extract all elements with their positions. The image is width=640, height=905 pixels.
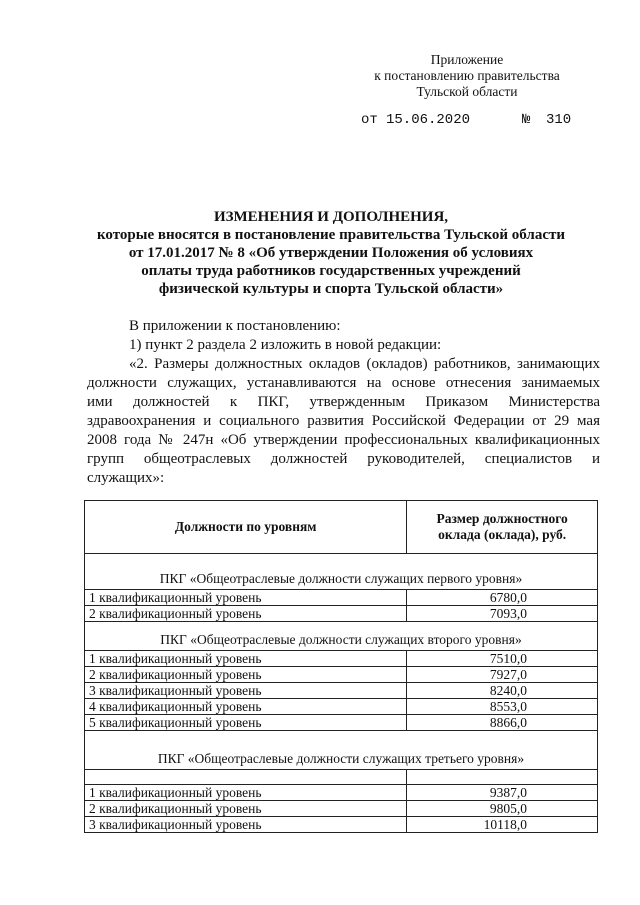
salary-cell: 7510,0	[407, 651, 598, 667]
intro-line: В приложении к постановлению:	[129, 318, 341, 334]
salary-table	[84, 500, 598, 833]
salary-cell: 6780,0	[407, 590, 598, 606]
item-line: 1) пункт 2 раздела 2 изложить в новой редакции:	[129, 337, 442, 353]
title-line: которые вносятся в постановление правительства Тульской области	[96, 227, 566, 243]
level-cell: 3 квалификационный уровень	[85, 683, 407, 699]
group-row	[85, 622, 598, 651]
level-cell: 2 квалификационный уровень	[85, 667, 407, 683]
salary-cell: 10118,0	[407, 817, 598, 833]
level-cell: 2 квалификационный уровень	[85, 801, 407, 817]
level-cell: 1 квалификационный уровень	[85, 651, 407, 667]
table-row	[85, 817, 598, 833]
quote-line: 2008 года № 247н «Об утверждении профессиональных квалификационных	[87, 432, 600, 448]
group-row	[85, 554, 598, 590]
appendix-line: к постановлению правительства	[374, 68, 560, 83]
table-row	[85, 667, 598, 683]
appendix-block	[352, 52, 582, 100]
group-title: ПКГ «Общеотраслевые должности служащих второго уровня»	[85, 622, 598, 651]
spacer-row	[85, 770, 598, 785]
table-row	[85, 683, 598, 699]
salary-cell: 9387,0	[407, 785, 598, 801]
appendix-line: Приложение	[430, 52, 504, 67]
column-header-line: оклада (оклада), руб.	[438, 527, 567, 542]
level-cell: 5 квалификационный уровень	[85, 715, 407, 731]
quote-line: ими должностей к ПКГ, утвержденным Приказом Министерства	[87, 394, 600, 410]
level-cell: 1 квалификационный уровень	[85, 590, 407, 606]
salary-cell: 8866,0	[407, 715, 598, 731]
appendix-line: Тульской области	[416, 84, 518, 99]
quote-line: здравоохранения и социального развития Российской Федерации от 29 мая	[87, 413, 600, 429]
column-header-salary	[407, 501, 598, 554]
level-cell: 4 квалификационный уровень	[85, 699, 407, 715]
table-row	[85, 785, 598, 801]
quote-line: «2. Размеры должностных окладов (окладов) работников, занимающих	[129, 356, 600, 372]
resolution-date: 15.06.2020	[386, 112, 471, 128]
document-title	[86, 208, 576, 298]
table-row	[85, 590, 598, 606]
salary-cell: 8553,0	[407, 699, 598, 715]
title-line: оплаты труда работников государственных учреждений	[141, 263, 521, 279]
level-cell: 1 квалификационный уровень	[85, 785, 407, 801]
group-title: ПКГ «Общеотраслевые должности служащих третьего уровня»	[85, 731, 598, 770]
column-header-position: Должности по уровням	[85, 501, 407, 554]
level-cell: 2 квалификационный уровень	[85, 606, 407, 622]
salary-cell: 7093,0	[407, 606, 598, 622]
table-row	[85, 606, 598, 622]
level-cell: 3 квалификационный уровень	[85, 817, 407, 833]
resolution-number: 310	[546, 112, 572, 128]
title-line: от 17.01.2017 № 8 «Об утверждении Положения об условиях	[128, 245, 534, 261]
table-row	[85, 699, 598, 715]
body-text	[87, 317, 600, 488]
table-row	[85, 715, 598, 731]
quote-line: групп общеотраслевых должностей руководителей, специалистов и	[87, 451, 600, 467]
group-row	[85, 731, 598, 770]
date-prefix: от	[361, 112, 378, 128]
column-header-line: Размер должностного	[436, 511, 568, 526]
table-header-row	[85, 501, 598, 554]
title-line: ИЗМЕНЕНИЯ И ДОПОЛНЕНИЯ,	[213, 209, 449, 225]
group-title: ПКГ «Общеотраслевые должности служащих первого уровня»	[85, 554, 598, 590]
table-row	[85, 651, 598, 667]
table-row	[85, 801, 598, 817]
salary-cell: 8240,0	[407, 683, 598, 699]
number-prefix: №	[522, 112, 531, 128]
quote-line: должности служащих, устанавливаются на основе отнесения занимаемых	[87, 375, 600, 391]
title-line: физической культуры и спорта Тульской области»	[158, 281, 504, 297]
quote-line: служащих»:	[87, 470, 165, 486]
salary-cell: 9805,0	[407, 801, 598, 817]
salary-cell: 7927,0	[407, 667, 598, 683]
